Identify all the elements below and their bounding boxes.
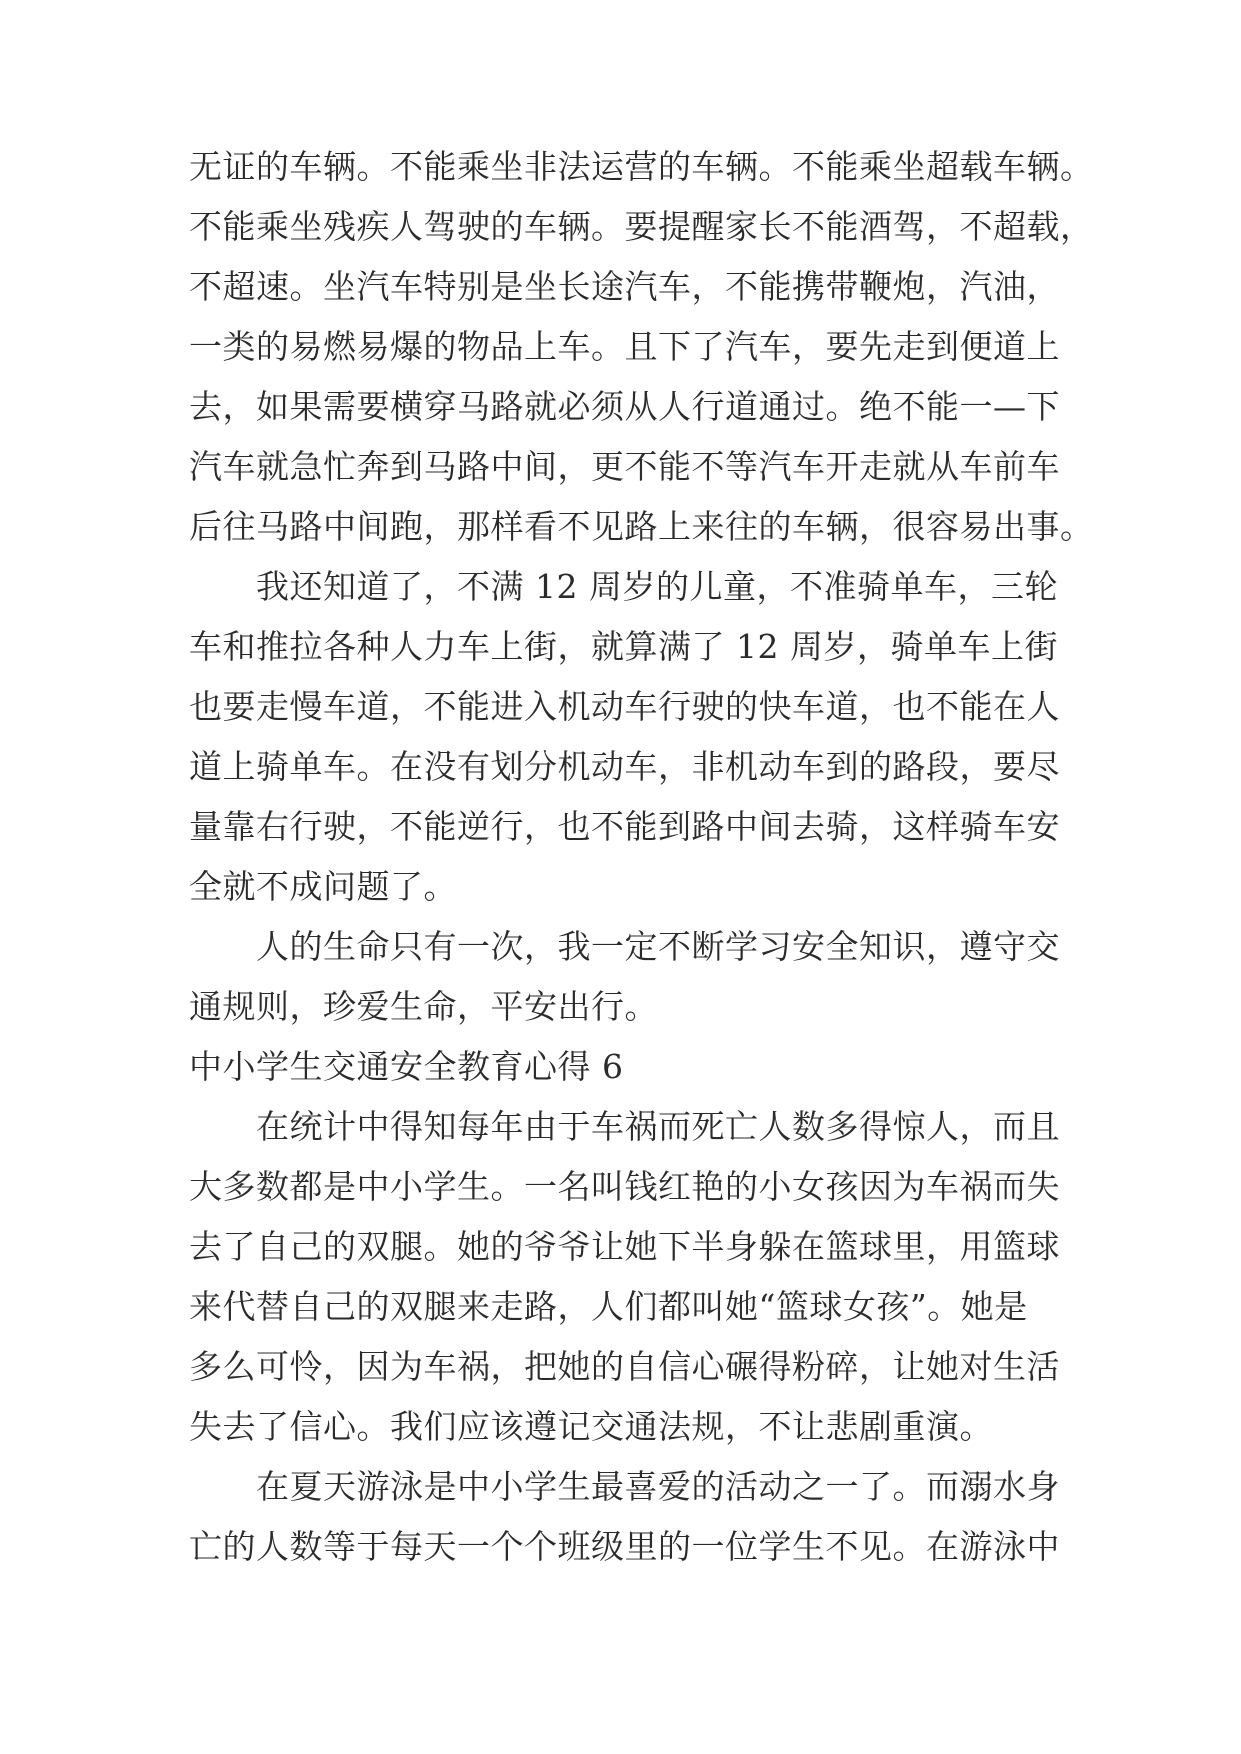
paragraph-first-line: 在夏天游泳是中小学生最喜爱的活动之一了。而溺水身 <box>256 1467 1060 1506</box>
text-line: 全就不成问题了。 <box>189 867 457 906</box>
paragraph-first-line: 我还知道了，不满 12 周岁的儿童，不准骑单车，三轮 <box>256 567 1058 606</box>
text-line: 后往马路中间跑，那样看不见路上来往的车辆，很容易出事。 <box>189 507 1094 546</box>
text-line: 多么可怜，因为车祸，把她的自信心碾得粉碎，让她对生活 <box>189 1347 1060 1386</box>
text-line: 无证的车辆。不能乘坐非法运营的车辆。不能乘坐超载车辆。 <box>189 147 1094 186</box>
section-heading: 中小学生交通安全教育心得 6 <box>189 1047 624 1086</box>
text-line: 车和推拉各种人力车上街，就算满了 12 周岁，骑单车上街 <box>189 627 1058 666</box>
text-line: 来代替自己的双腿来走路，人们都叫她“篮球女孩”。她是 <box>189 1287 1028 1326</box>
text-line: 通规则，珍爱生命，平安出行。 <box>189 987 658 1026</box>
text-line: 不超速。坐汽车特别是坐长途汽车，不能携带鞭炮，汽油， <box>189 267 1060 306</box>
text-line: 一类的易燃易爆的物品上车。且下了汽车，要先走到便道上 <box>189 327 1060 366</box>
text-line: 不能乘坐残疾人驾驶的车辆。要提醒家长不能酒驾，不超载， <box>189 207 1094 246</box>
text-line: 失去了信心。我们应该遵记交通法规，不让悲剧重演。 <box>189 1407 993 1446</box>
text-line: 也要走慢车道，不能进入机动车行驶的快车道，也不能在人 <box>189 687 1060 726</box>
text-line: 去，如果需要横穿马路就必须从人行道通过。绝不能一—下 <box>189 387 1060 426</box>
text-line: 汽车就急忙奔到马路中间，更不能不等汽车开走就从车前车 <box>189 447 1060 486</box>
paragraph-first-line: 在统计中得知每年由于车祸而死亡人数多得惊人，而且 <box>256 1107 1060 1146</box>
paragraph-first-line: 人的生命只有一次，我一定不断学习安全知识，遵守交 <box>256 927 1060 966</box>
text-line: 大多数都是中小学生。一名叫钱红艳的小女孩因为车祸而失 <box>189 1167 1060 1206</box>
text-line: 去了自己的双腿。她的爷爷让她下半身躲在篮球里，用篮球 <box>189 1227 1060 1266</box>
text-line: 道上骑单车。在没有划分机动车，非机动车到的路段，要尽 <box>189 747 1060 786</box>
text-line: 量靠右行驶，不能逆行，也不能到路中间去骑，这样骑车安 <box>189 807 1060 846</box>
text-line: 亡的人数等于每天一个个班级里的一位学生不见。在游泳中 <box>189 1527 1060 1566</box>
